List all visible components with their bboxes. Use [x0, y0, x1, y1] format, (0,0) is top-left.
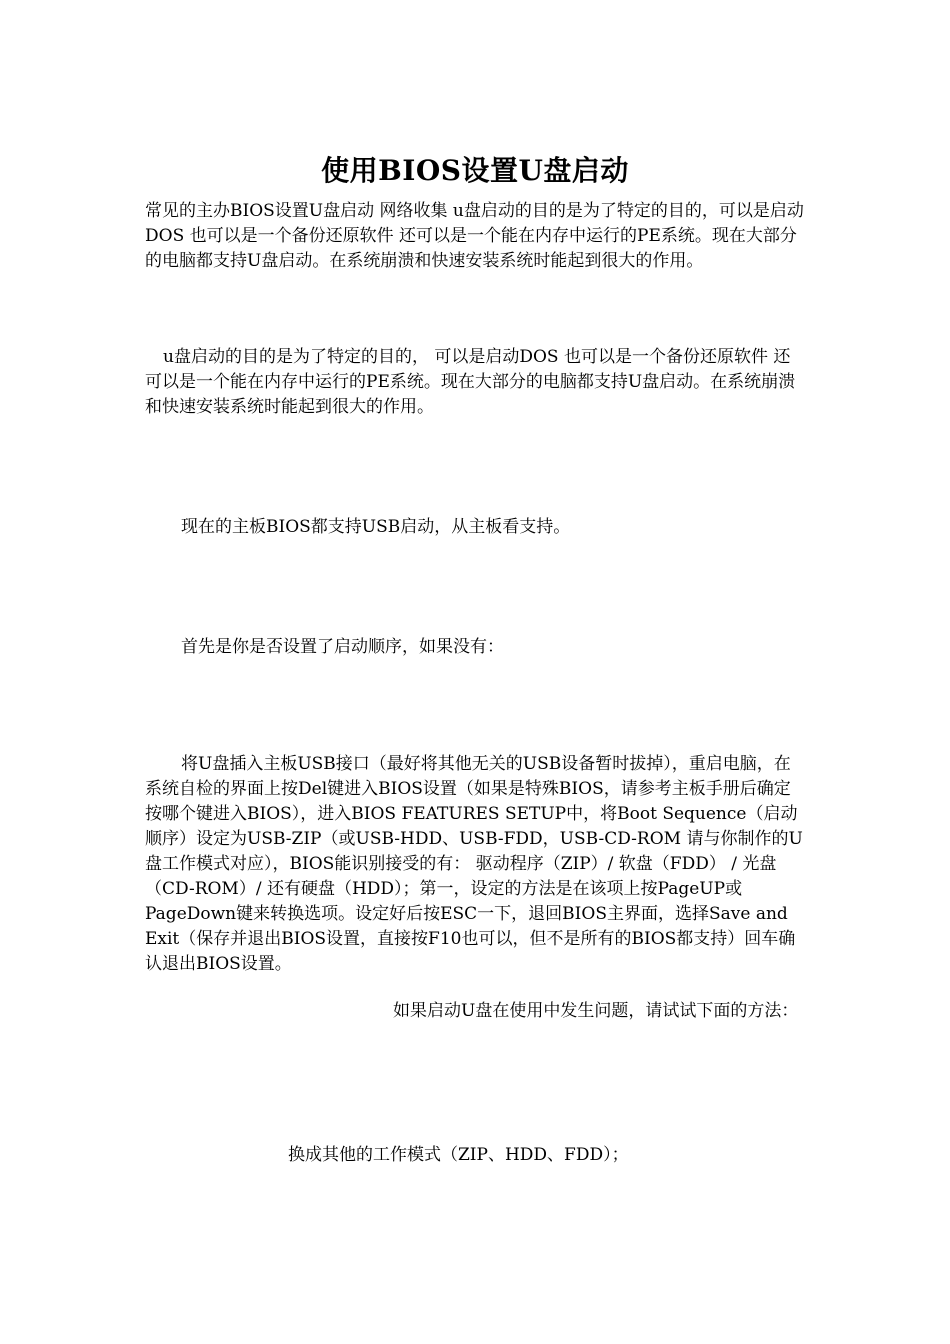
paragraph-troubleshoot: 如果启动U盘在使用中发生问题，请试试下面的方法： — [393, 1001, 799, 1021]
paragraph-mode-switch: 换成其他的工作模式（ZIP、HDD、FDD）； — [288, 1145, 629, 1165]
document-title: 使用BIOS设置U盘启动 — [321, 153, 629, 187]
paragraph-intro: 常见的主办BIOS设置U盘启动 网络收集 u盘启动的目的是为了特定的目的，可以是启动DOS 也可以是一个备份还原软件 还可以是一个能在内存中运行的PE系统。现在大部分的电脑都支持U盘启动。在系统崩溃和快速安装系统时能起到很大的作用。 — [145, 201, 804, 271]
paragraph-setup-steps: 将U盘插入主板USB接口（最好将其他无关的USB设备暂时拔掉），重启电脑，在系统自检的界面上按Del键进入BIOS设置（如果是特殊BIOS，请参考主板手册后确定按哪个键进入BIOS），进入BIOS FEATURES SETUP中，将Boot Sequence（启动顺序）设定为USB-ZIP（或USB-HDD、USB-FDD，USB-CD-ROM 请与你制作的U盘工作模式对应），BIOS能识别接受的有： 驱动程序（ZIP）/ 软盘（FDD） / 光盘（CD-ROM）/ 还有硬盘（HDD）；第一，设定的方法是在该项上按PageUP或PageDown键来转换选项。设定好后按ESC一下，退回BIOS主界面，选择Save and Exit（保存并退出BIOS设置，直接按F10也可以，但不是所有的BIOS都支持）回车确认退出BIOS设置。 — [145, 754, 803, 974]
paragraph-purpose: u盘启动的目的是为了特定的目的， 可以是启动DOS 也可以是一个备份还原软件 还可以是一个能在内存中运行的PE系统。现在大部分的电脑都支持U盘启动。在系统崩溃和快速安装系统时能起到很大的作用。 — [145, 347, 796, 417]
paragraph-boot-order: 首先是你是否设置了启动顺序，如果没有： — [181, 637, 504, 657]
paragraph-usb-support: 现在的主板BIOS都支持USB启动，从主板看支持。 — [181, 517, 571, 537]
